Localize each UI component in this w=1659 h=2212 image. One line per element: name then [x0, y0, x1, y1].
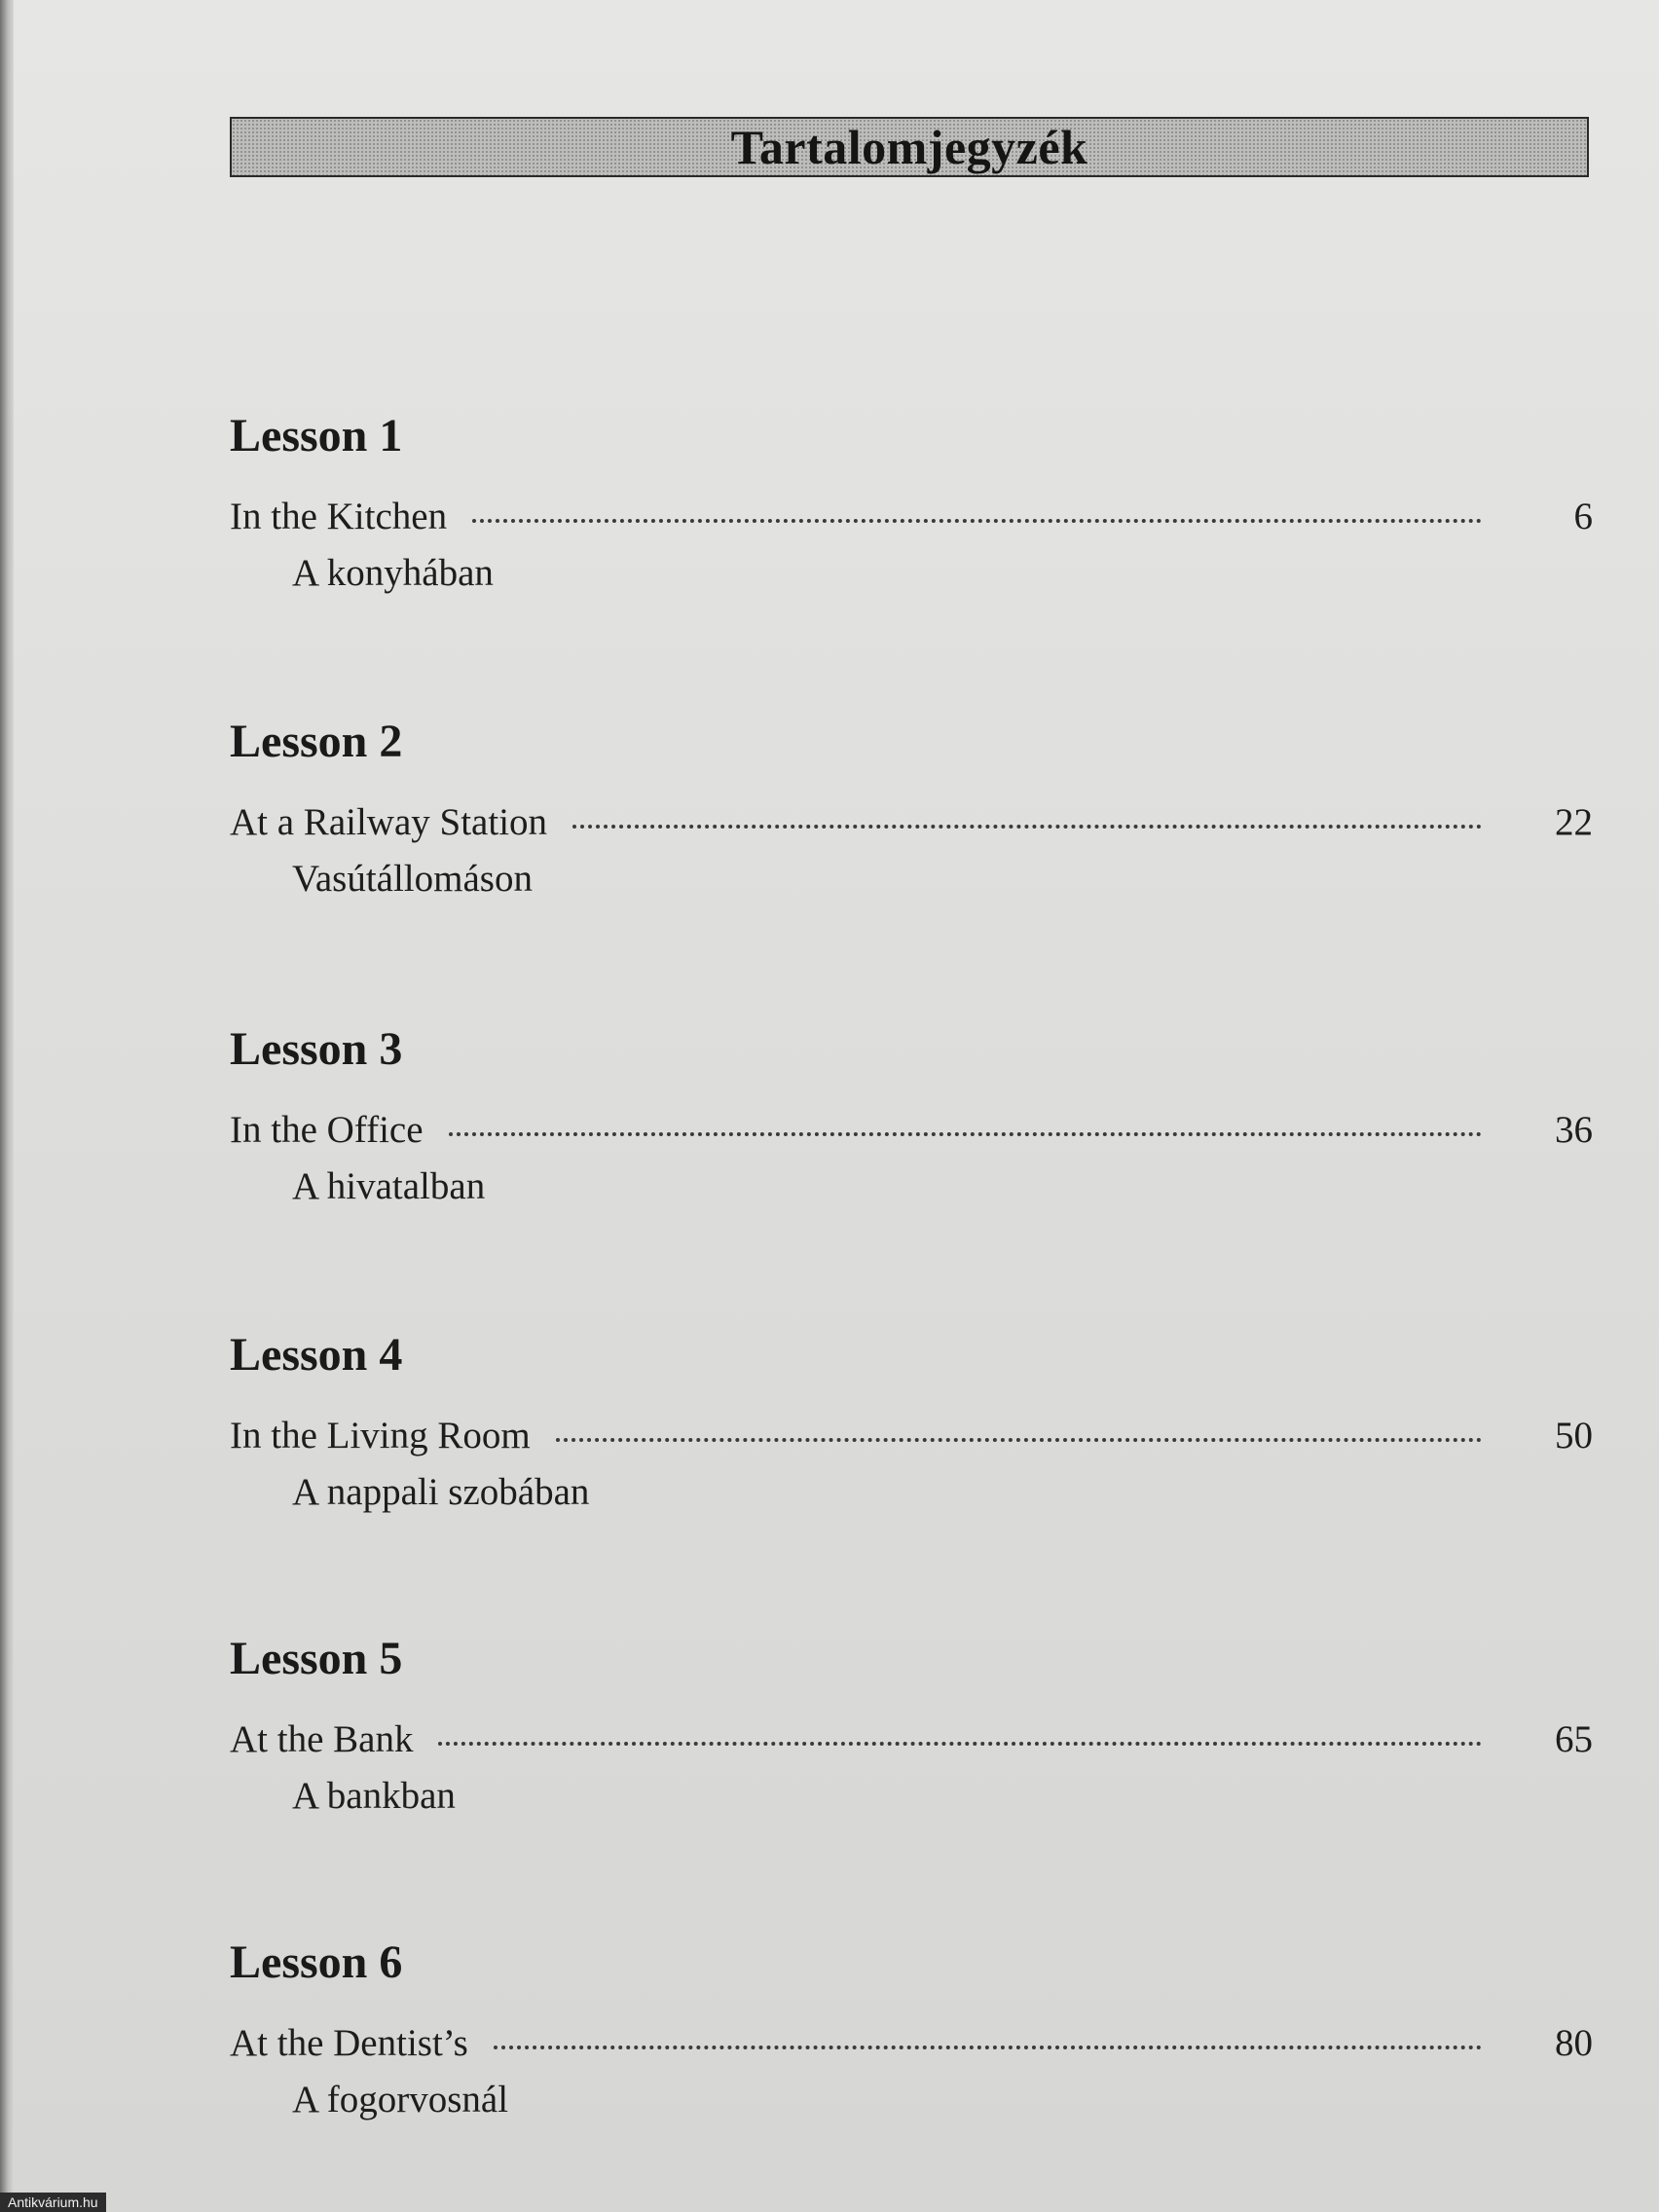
entry-title: At the Bank [230, 1718, 414, 1760]
toc-lesson-6 [230, 1936, 1593, 2124]
lesson-heading: Lesson 6 [230, 1936, 403, 1988]
entry-subtitle: A nappali szobában [292, 1471, 590, 1513]
toc-entry [230, 798, 1593, 847]
watermark-label: Antikvárium.hu [0, 2193, 106, 2212]
document-page [14, 0, 1659, 2212]
toc-entry [230, 1715, 1593, 1764]
page-number: 6 [1573, 496, 1593, 537]
toc-lesson-2 [230, 715, 1593, 903]
lesson-heading: Lesson 3 [230, 1023, 403, 1075]
entry-subtitle: A bankban [292, 1775, 456, 1817]
dot-leader [556, 1437, 1482, 1442]
page-binding-edge [0, 0, 14, 2212]
toc-title: Tartalomjegyzék [730, 120, 1088, 174]
toc-lesson-3 [230, 1022, 1593, 1211]
lesson-heading: Lesson 4 [230, 1329, 403, 1381]
page-number: 22 [1555, 801, 1593, 843]
page-number: 65 [1555, 1718, 1593, 1760]
toc-lesson-5 [230, 1632, 1593, 1821]
page-number: 50 [1555, 1415, 1593, 1456]
entry-title: At a Railway Station [230, 801, 548, 843]
entry-title: In the Office [230, 1109, 424, 1151]
toc-entry [230, 493, 1593, 541]
entry-subtitle: Vasútállomáson [292, 858, 533, 900]
toc-entry [230, 2019, 1593, 2068]
lesson-heading: Lesson 5 [230, 1633, 403, 1684]
dot-leader [449, 1131, 1482, 1136]
entry-title: In the Kitchen [230, 496, 448, 537]
lesson-heading: Lesson 1 [230, 410, 403, 461]
toc-title-banner [230, 117, 1589, 177]
toc-lesson-4 [230, 1328, 1593, 1517]
entry-title: In the Living Room [230, 1415, 531, 1456]
page-number: 36 [1555, 1109, 1593, 1151]
toc-lesson-1 [230, 409, 1593, 598]
entry-title: At the Dentist’s [230, 2022, 468, 2064]
page-number: 80 [1555, 2022, 1593, 2064]
lesson-heading: Lesson 2 [230, 716, 403, 767]
entry-subtitle: A konyhában [292, 552, 494, 594]
dot-leader [472, 518, 1482, 523]
entry-subtitle: A hivatalban [292, 1165, 486, 1207]
dot-leader [494, 2045, 1482, 2049]
dot-leader [438, 1741, 1482, 1746]
toc-entry [230, 1106, 1593, 1155]
dot-leader [572, 824, 1482, 829]
toc-entry [230, 1412, 1593, 1460]
entry-subtitle: A fogorvosnál [292, 2079, 509, 2120]
